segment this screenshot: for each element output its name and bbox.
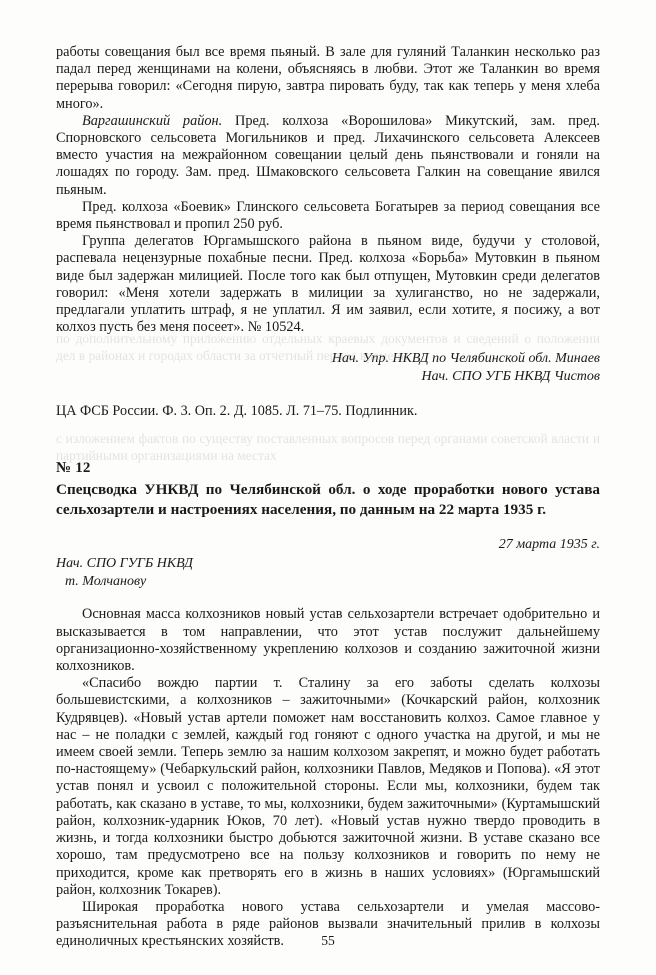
body-text-block: [56, 606, 600, 950]
addressee-line-2: т. Молчанову: [65, 573, 147, 589]
paragraph-boevik: Пред. колхоза «Боевик» Глинского сельсовета Богатырев за период совещания все время пьянствовал и пропил 250 руб.: [56, 198, 600, 233]
addressee-block: [56, 555, 600, 590]
signature-block: [56, 350, 600, 386]
signature-line-2: Нач. СПО УГБ НКВД Чистов: [421, 369, 600, 385]
body-paragraph-2: «Спасибо вождю партии т. Сталину за его заботы сделать колхозы большевистскими, а колхозников – зажиточными» (Кочкарский район, колхозник Кудрявцев). «Новый устав артели поможет нам восстановить колхоз. Самое главное у нас – не поладки с землей, каждый год гоняют с одного участка на другой, и мы не имеем своей земли. Теперь землю за нашим колхозом закрепят, и можно будет работать по-настоящему» (Чебаркульский район, колхозники Павлов, Медяков и Попова). «Я этот устав понял и усвоил с положительной стороны. Если мы, колхозники, будем так работать, как сказано в уставе, то мы, колхозники, будем зажиточными» (Куртамышский район, колхозник-ударник Юков, 70 лет). «Новый устав нужно твердо проводить в жизнь, и тогда колхозники быстро добьются зажиточной жизни. В уставе сказано все хорошо, там предусмотрено все на пользу колхозников и говорить по нему не приходится, кроме как претворять его в жизнь в наших условиях» (Юргамышский район, колхозник Токарев).: [56, 675, 600, 898]
paragraph-yurgamysh-delegates: Группа делегатов Юргамышского района в пьяном виде, будучи у столовой, распевала нецензурные похабные песни. Пред. колхоза «Борьба» Мутовкин в пьяном виде был задержан милицией. После того как был отпущен, Мутовкин среди делегатов говорил: «Меня хотели задержать в милиции за хулиганство, но не задержали, предлагали уплатить штраф, я не уплатил. Я им заявил, если хотите, я посижу, а вот колхоз пусть без меня посеет». № 10524.: [56, 233, 600, 336]
archive-reference: ЦА ФСБ России. Ф. 3. Оп. 2. Д. 1085. Л. 71–75. Подлинник.: [56, 403, 418, 420]
paragraph-continuation: работы совещания был все время пьяный. В зале для гуляний Таланкин несколько раз падал перед женщинами на колени, объясняясь в любви. Этот же Таланкин во время перерыва говорил: «Сегодня пирую, завтра пировать буду, так как теперь у меня хлеба много».: [56, 44, 600, 112]
page-number: 55: [321, 933, 335, 948]
signature-line-1: Нач. Упр. НКВД по Челябинской обл. Минаев: [331, 351, 600, 367]
body-paragraph-1: Основная масса колхозников новый устав сельхозартели встречает одобрительно и высказывается в том направлении, что этот устав послужит дальнейшему организационно-хозяйственному укреплению колхозов и созданию зажиточной жизни колхозников.: [56, 606, 600, 675]
bleed-through-text-top: по дополнительному приложению отдельных краевых документов и сведений о положении дел в районах и городах области за отчетный период времени: [56, 331, 601, 364]
bleed-through-text-bottom: с изложением фактов по существу поставленных вопросов перед органами советской власти и партийными организациями на местах: [56, 431, 600, 464]
paragraph-vargashinsky: Варгашинский район. Пред. колхоза «Ворошилова» Микутский, зам. пред. Спорновского сельсовета Могильников и пред. Лихачинского сельсовета Алексеев вместо участия на межрайонном совещании целый день пьянствовали и гоняли на лошадях по городу. Зам. пред. Шмаковского сельсовета Галкин на совещание явился пьяным.: [56, 112, 600, 198]
document-date: 27 марта 1935 г.: [498, 537, 600, 553]
document-heading: [56, 460, 600, 519]
body-paragraph-3: Широкая проработка нового устава сельхозартели и умелая массово-разъяснительная работа в ряде районов вызвали значительный прилив в колхозы единоличных крестьянских хозяйств.: [56, 898, 600, 950]
addressee-line-1: Нач. СПО ГУГБ НКВД: [56, 556, 193, 572]
document-title: Спецсводка УНКВД по Челябинской обл. о ходе проработки нового устава сельхозартели и настроениях населения, по данным на 22 марта 1935 г.: [56, 481, 600, 518]
top-text-block: [56, 44, 600, 336]
document-number: № 12: [56, 460, 91, 477]
